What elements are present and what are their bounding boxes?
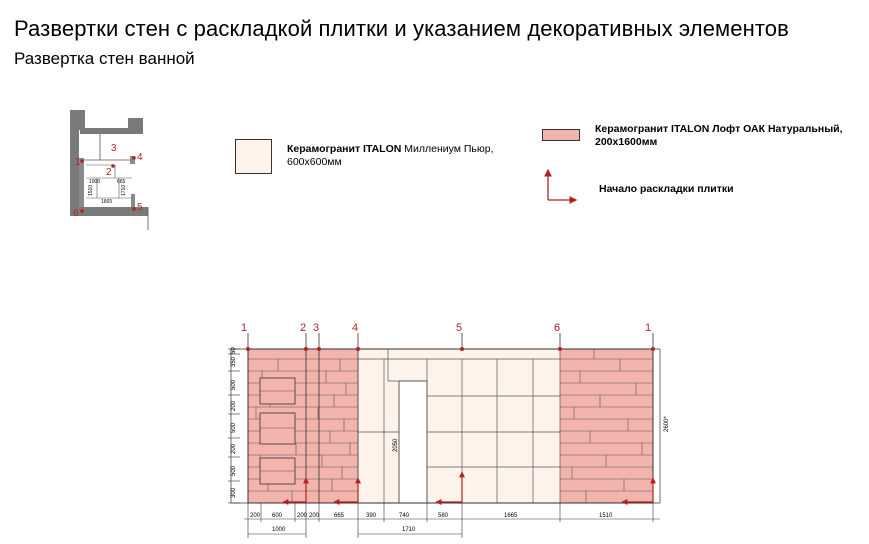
elev-bottom-dim-lines — [244, 503, 660, 538]
elev-bottom-dim: 390 — [366, 513, 377, 519]
elev-door — [399, 381, 427, 503]
page-title: Развертки стен с раскладкой плитки и указанием декоративных элементов — [14, 16, 789, 41]
plan-point-4: 4 — [137, 152, 143, 163]
elev-marker-lines — [248, 333, 653, 349]
legend-loft-name: Керамогранит ITALON Лофт ОАК Натуральный, — [595, 123, 843, 135]
elev-zone-loft-right — [560, 349, 653, 503]
elev-marker-4: 4 — [352, 322, 359, 334]
elev-marker-6: 6 — [554, 322, 561, 334]
floor-plan — [70, 110, 148, 230]
elev-bottom-dim: 740 — [399, 513, 410, 519]
plan-point-3: 3 — [111, 143, 117, 154]
plan-dot — [132, 207, 136, 211]
plan-wall-top — [79, 110, 85, 130]
elev-left-dim: 200 — [231, 400, 237, 411]
elev-bottom-dim: 1665 — [504, 513, 518, 519]
legend-start-arrow-icon — [548, 170, 576, 200]
elev-bottom-dims — [250, 513, 613, 533]
elev-left-dim: 500 — [231, 379, 237, 390]
elev-bottom-dim: 200 — [297, 513, 308, 519]
elev-markers — [241, 322, 651, 334]
elev-left-dim: 350 — [231, 356, 237, 367]
elev-left-dim: 300 — [231, 487, 237, 498]
plan-point-5: 5 — [137, 202, 143, 213]
elev-marker-5: 5 — [456, 322, 463, 334]
plan-dot — [132, 156, 136, 160]
plan-dot — [111, 164, 115, 168]
elev-bottom-dim: 580 — [438, 513, 449, 519]
elev-left-dim: 200 — [231, 443, 237, 454]
plan-post2 — [131, 194, 135, 207]
legend-millenium-brand: Керамогранит ITALON — [287, 143, 402, 155]
elev-left-dims — [231, 347, 237, 498]
elev-bottom-total: 1000 — [272, 527, 286, 533]
plan-wall-right-top — [128, 118, 143, 134]
legend-loft-size: 200х1600мм — [595, 136, 658, 148]
legend-start-text: Начало раскладки плитки — [599, 183, 734, 195]
elev-marker-3: 3 — [313, 322, 320, 334]
elev-bottom-dim: 200 — [250, 513, 261, 519]
elev-left-dim: 500 — [231, 465, 237, 476]
elev-marker-1: 1 — [241, 322, 248, 334]
plan-dim-1665: 1665 — [101, 199, 113, 205]
wall-elevation — [228, 322, 670, 538]
legend-millenium-size: 600х600мм — [287, 156, 342, 168]
elev-bottom-total: 1710 — [402, 527, 416, 533]
elev-marker-1-end: 1 — [645, 322, 652, 334]
plan-dim-1510: 1510 — [88, 184, 94, 196]
elev-door-height: 2050 — [393, 438, 399, 452]
elev-marker-2: 2 — [300, 322, 307, 334]
plan-wall-mid — [80, 128, 132, 134]
elev-wall-height: 2600* — [664, 416, 670, 432]
elev-bottom-dim: 665 — [334, 513, 345, 519]
elev-left-dim: 500 — [231, 422, 237, 433]
elev-bottom-dim: 1510 — [599, 513, 613, 519]
plan-point-6: 6 — [73, 208, 79, 219]
legend-millenium-name: Миллениум Пьюр, — [401, 143, 494, 155]
elev-decor-frames — [260, 378, 295, 484]
elev-left-dim: 50 — [231, 347, 237, 354]
plan-dim-1000: 1000 — [89, 179, 101, 185]
plan-dim-1710: 1710 — [121, 184, 127, 196]
plan-point-1: 1 — [75, 157, 81, 168]
plan-dot — [80, 159, 84, 163]
plan-point-2: 2 — [106, 167, 112, 178]
elev-bottom-dim: 600 — [272, 513, 283, 519]
plan-dim-665: 665 — [117, 179, 126, 185]
page-subtitle: Развертка стен ванной — [14, 49, 195, 68]
plan-dot — [80, 209, 84, 213]
elev-bottom-dim: 200 — [309, 513, 320, 519]
